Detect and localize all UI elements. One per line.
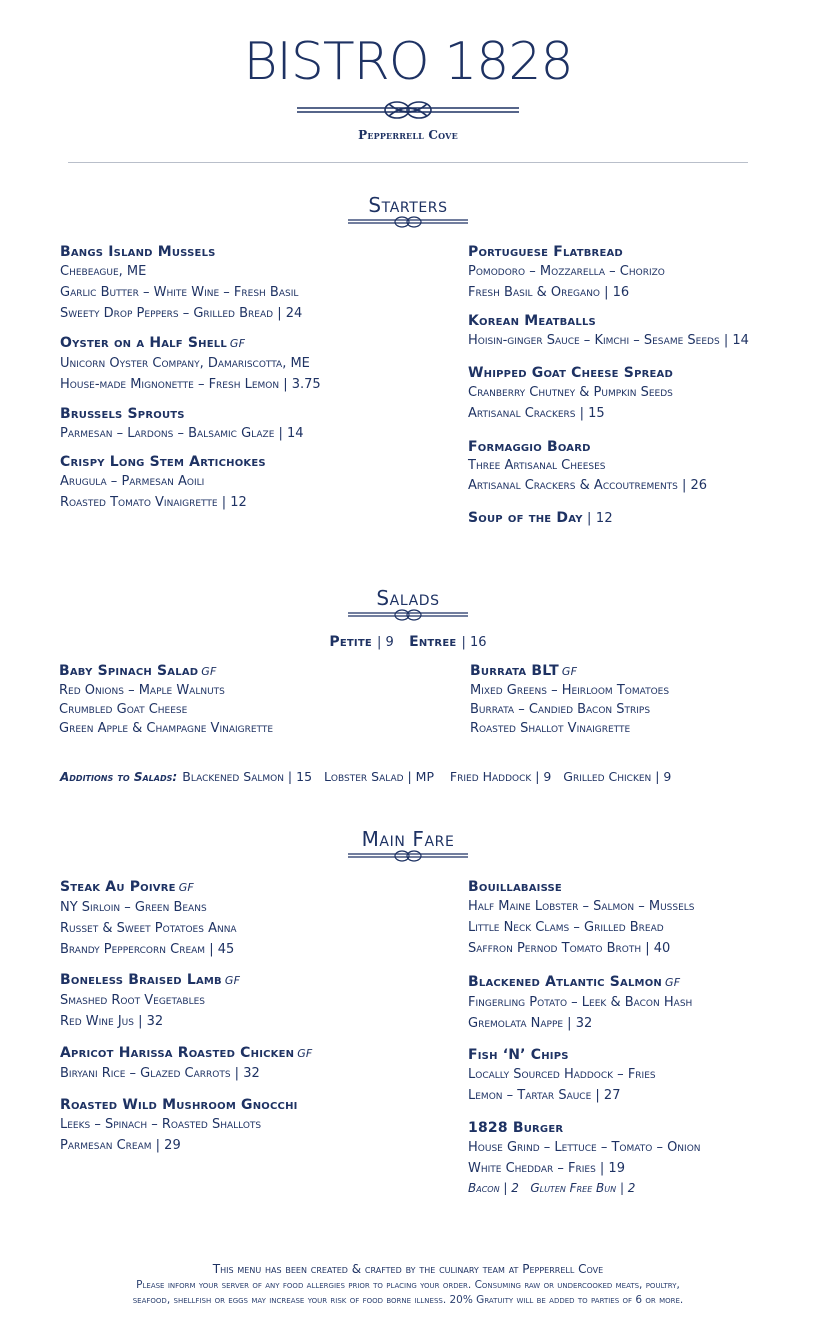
menu-item-burrata-blt [470,662,669,738]
item-description: Garlic Butter – White Wine – Fresh Basil [60,285,299,300]
item-description: Gremolata Nappe | 32 [468,1016,593,1031]
item-description: House-made Mignonette – Fresh Lemon | 3.75 [60,377,321,392]
item-description: House Grind – Lettuce – Tomato – Onion [468,1140,701,1155]
item-description: Burrata – Candied Bacon Strips [470,702,651,717]
menu-item-blackened-salmon [468,973,692,1034]
item-description: Unicorn Oyster Company, Damariscotta, ME [60,356,310,371]
item-description: Roasted Tomato Vinaigrette | 12 [60,495,247,510]
item-description: Crumbled Goat Cheese [59,702,188,717]
item-name: Soup of the Day [468,510,583,526]
item-description: Parmesan Cream | 29 [60,1138,181,1153]
gluten-free-tag: GF [664,976,681,989]
rope-knot-icon [0,848,816,864]
item-description: Fingerling Potato – Leek & Bacon Hash [468,995,693,1010]
item-name: Crispy Long Stem Artichokes [60,454,266,470]
item-description: Roasted Shallot Vinaigrette [470,721,631,736]
salad-size-prices [0,631,816,653]
item-description: Pomodoro – Mozzarella – Chorizo [468,264,665,279]
item-name: Bangs Island Mussels [60,244,216,260]
entree-price: | 16 [461,635,487,650]
menu-item-braised-lamb [60,971,240,1032]
item-name: Boneless Braised Lamb [60,972,222,988]
gluten-free-tag: GF [224,974,241,987]
footer-disclaimer-line: seafood, shellfish or eggs may increase your risk of food borne illness. 20% Gratuity will be added to parties of 6 or more. [132,1294,684,1306]
item-name: Bouillabaisse [468,879,562,895]
item-description: Artisanal Crackers & Accoutrements | 26 [468,478,708,493]
item-description: Hoisin-ginger Sauce – Kimchi – Sesame Seeds | 14 [468,333,749,348]
item-name: Burrata BLT [470,663,559,679]
item-description: Russet & Sweet Potatoes Anna [60,921,237,936]
additions-list: Blackened Salmon | 15 Lobster Salad | MP Fried Haddock | 9 Grilled Chicken | 9 [182,769,672,784]
footer-disclaimer [0,1278,816,1308]
footer-disclaimer-line: Please inform your server of any food allergies prior to placing your order. Consuming raw or undercooked meats, poultry, [136,1279,680,1291]
gluten-free-tag: GF [229,337,246,350]
menu-item-formaggio-board [468,438,707,496]
item-name: Roasted Wild Mushroom Gnocchi [60,1097,298,1113]
petite-price: | 9 [377,635,394,650]
item-name: 1828 Burger [468,1120,564,1136]
item-description: Green Apple & Champagne Vinaigrette [59,721,274,736]
gluten-free-tag: GF [561,665,578,678]
salad-additions [60,766,671,787]
item-description: Artisanal Crackers | 15 [468,406,605,421]
section-title-main-fare: Main Fare [361,827,455,851]
menu-item-crispy-artichokes [60,453,266,513]
item-name: Oyster on a Half Shell [60,335,227,351]
item-name: Whipped Goat Cheese Spread [468,365,673,381]
item-addons: Bacon | 2 Gluten Free Bun | 2 [468,1181,636,1195]
menu-item-fish-n-chips [468,1046,656,1106]
rope-knot-icon [0,98,816,124]
menu-item-brussels-sprouts [60,405,304,444]
item-description: Sweety Drop Peppers – Grilled Bread | 24 [60,306,303,321]
item-description: Chebeague, ME [60,264,147,279]
menu-item-whipped-goat-cheese [468,364,673,424]
item-price: | 12 [582,511,613,526]
item-name: Steak Au Poivre [60,879,176,895]
section-title-salads: Salads [376,586,440,610]
item-description: NY Sirloin – Green Beans [60,900,207,915]
item-description: Brandy Peppercorn Cream | 45 [60,942,235,957]
item-description: Half Maine Lobster – Salmon – Mussels [468,899,695,914]
additions-label: Additions to Salads: [60,770,178,784]
item-description: Fresh Basil & Oregano | 16 [468,285,630,300]
item-description: Red Wine Jus | 32 [60,1014,164,1029]
item-description: Smashed Root Vegetables [60,993,206,1008]
item-description: Saffron Pernod Tomato Broth | 40 [468,941,671,956]
item-description: White Cheddar – Fries | 19 [468,1161,625,1176]
menu-item-mushroom-gnocchi [60,1096,298,1156]
gluten-free-tag: GF [297,1047,313,1060]
item-description: Biryani Rice – Glazed Carrots | 32 [60,1066,260,1081]
menu-item-soup-of-the-day [468,509,613,528]
gluten-free-tag: GF [201,665,217,678]
item-name: Fish ‘N’ Chips [468,1047,569,1063]
footer-credit: This menu has been created & crafted by the culinary team at Pepperrell Cove [212,1262,604,1276]
item-name: Blackened Atlantic Salmon [468,974,662,990]
menu-item-steak-au-poivre [60,878,237,960]
item-description: Three Artisanal Cheeses [468,458,606,473]
entree-label: Entree [409,634,457,650]
menu-item-korean-meatballs [468,312,749,351]
restaurant-location: Pepperrell Cove [358,128,458,142]
item-description: Locally Sourced Haddock – Fries [468,1067,656,1082]
item-description: Little Neck Clams – Grilled Bread [468,920,664,935]
item-name: Formaggio Board [468,439,591,455]
menu-item-apricot-harissa-chicken [60,1044,312,1084]
item-description: Parmesan – Lardons – Balsamic Glaze | 14 [60,426,304,441]
item-description: Lemon – Tartar Sauce | 27 [468,1088,621,1103]
item-name: Baby Spinach Salad [59,663,199,679]
item-name: Portuguese Flatbread [468,244,623,260]
gluten-free-tag: GF [178,881,194,894]
petite-label: Petite [329,634,372,650]
menu-item-1828-burger [468,1119,701,1197]
item-name: Apricot Harissa Roasted Chicken [60,1045,295,1061]
menu-item-portuguese-flatbread [468,243,665,303]
section-title-starters: Starters [368,193,448,217]
restaurant-title: BISTRO 1828 [243,32,573,92]
item-name: Brussels Sprouts [60,406,185,422]
item-description: Red Onions – Maple Walnuts [59,683,225,698]
item-name: Korean Meatballs [468,313,596,329]
menu-item-bangs-island-mussels [60,243,302,324]
rope-knot-icon [0,607,816,623]
header-divider [68,162,748,163]
item-description: Cranberry Chutney & Pumpkin Seeds [468,385,673,400]
rope-knot-icon [0,214,816,230]
menu-item-baby-spinach-salad [59,662,273,738]
item-description: Mixed Greens – Heirloom Tomatoes [470,683,670,698]
item-description: Arugula – Parmesan Aoili [60,474,205,489]
menu-item-oyster-half-shell [60,334,321,395]
menu-item-bouillabaisse [468,878,695,959]
item-description: Leeks – Spinach – Roasted Shallots [60,1117,262,1132]
